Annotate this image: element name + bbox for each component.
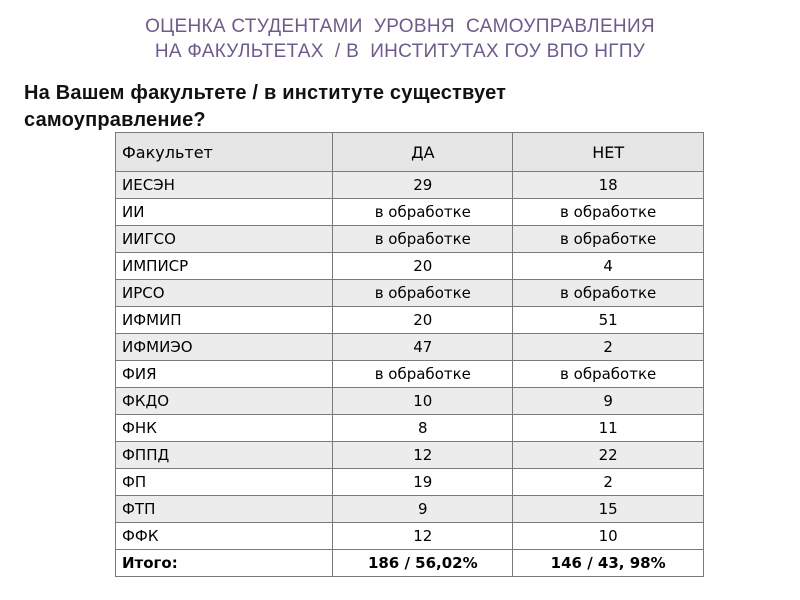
cell-yes: в обработке [333, 361, 513, 388]
slide-title-line-2: НА ФАКУЛЬТЕТАХ / В ИНСТИТУТАХ ГОУ ВПО НГПУ [154, 41, 646, 62]
total-yes: 186 / 56,02% [333, 550, 513, 577]
table-row [116, 415, 704, 442]
cell-faculty: ФНК [116, 415, 333, 442]
table-row [116, 523, 704, 550]
cell-faculty: ФП [116, 469, 333, 496]
cell-no: 22 [513, 442, 704, 469]
cell-no: в обработке [513, 199, 704, 226]
table-row [116, 388, 704, 415]
cell-yes: 20 [333, 307, 513, 334]
cell-yes: 12 [333, 523, 513, 550]
cell-yes: в обработке [333, 226, 513, 253]
cell-no: в обработке [513, 226, 704, 253]
cell-faculty: ИМПИСР [116, 253, 333, 280]
table-row [116, 496, 704, 523]
cell-yes: 19 [333, 469, 513, 496]
survey-question-line-1: На Вашем факультете / в институте существует [24, 82, 507, 104]
cell-faculty: ИИ [116, 199, 333, 226]
cell-no: 2 [513, 469, 704, 496]
header-faculty: Факультет [116, 133, 333, 172]
cell-yes: 8 [333, 415, 513, 442]
cell-yes: в обработке [333, 280, 513, 307]
cell-faculty: ИЕСЭН [116, 172, 333, 199]
total-label: Итого: [116, 550, 333, 577]
table-row [116, 442, 704, 469]
header-no: НЕТ [513, 133, 704, 172]
table-row [116, 172, 704, 199]
table-total-row [116, 550, 704, 577]
cell-yes: 12 [333, 442, 513, 469]
table-row [116, 307, 704, 334]
table-row [116, 469, 704, 496]
cell-faculty: ФИЯ [116, 361, 333, 388]
cell-faculty: ФППД [116, 442, 333, 469]
table-body [116, 172, 704, 577]
cell-faculty: ИИГСО [116, 226, 333, 253]
cell-no: 18 [513, 172, 704, 199]
cell-no: 10 [513, 523, 704, 550]
cell-faculty: ФКДО [116, 388, 333, 415]
cell-yes: 20 [333, 253, 513, 280]
header-yes: ДА [333, 133, 513, 172]
cell-no: в обработке [513, 280, 704, 307]
cell-no: 9 [513, 388, 704, 415]
table-row [116, 199, 704, 226]
table-row [116, 226, 704, 253]
table-row [116, 253, 704, 280]
cell-yes: в обработке [333, 199, 513, 226]
cell-faculty: ИФМИП [116, 307, 333, 334]
cell-no: 15 [513, 496, 704, 523]
survey-question-line-2: самоуправление? [24, 109, 206, 131]
cell-no: 11 [513, 415, 704, 442]
table-header-row [116, 133, 704, 172]
cell-faculty: ИФМИЭО [116, 334, 333, 361]
cell-faculty: ФТП [116, 496, 333, 523]
cell-yes: 47 [333, 334, 513, 361]
cell-yes: 10 [333, 388, 513, 415]
cell-faculty: ФФК [116, 523, 333, 550]
table-row [116, 361, 704, 388]
cell-yes: 9 [333, 496, 513, 523]
cell-no: 51 [513, 307, 704, 334]
total-no: 146 / 43, 98% [513, 550, 704, 577]
table-row [116, 280, 704, 307]
slide-title [0, 14, 800, 64]
results-table [115, 132, 704, 577]
table-row [116, 334, 704, 361]
slide-title-line-1: ОЦЕНКА СТУДЕНТАМИ УРОВНЯ САМОУПРАВЛЕНИЯ [145, 16, 655, 37]
cell-faculty: ИРСО [116, 280, 333, 307]
cell-no: 4 [513, 253, 704, 280]
cell-no: 2 [513, 334, 704, 361]
cell-yes: 29 [333, 172, 513, 199]
cell-no: в обработке [513, 361, 704, 388]
survey-question [24, 80, 764, 134]
